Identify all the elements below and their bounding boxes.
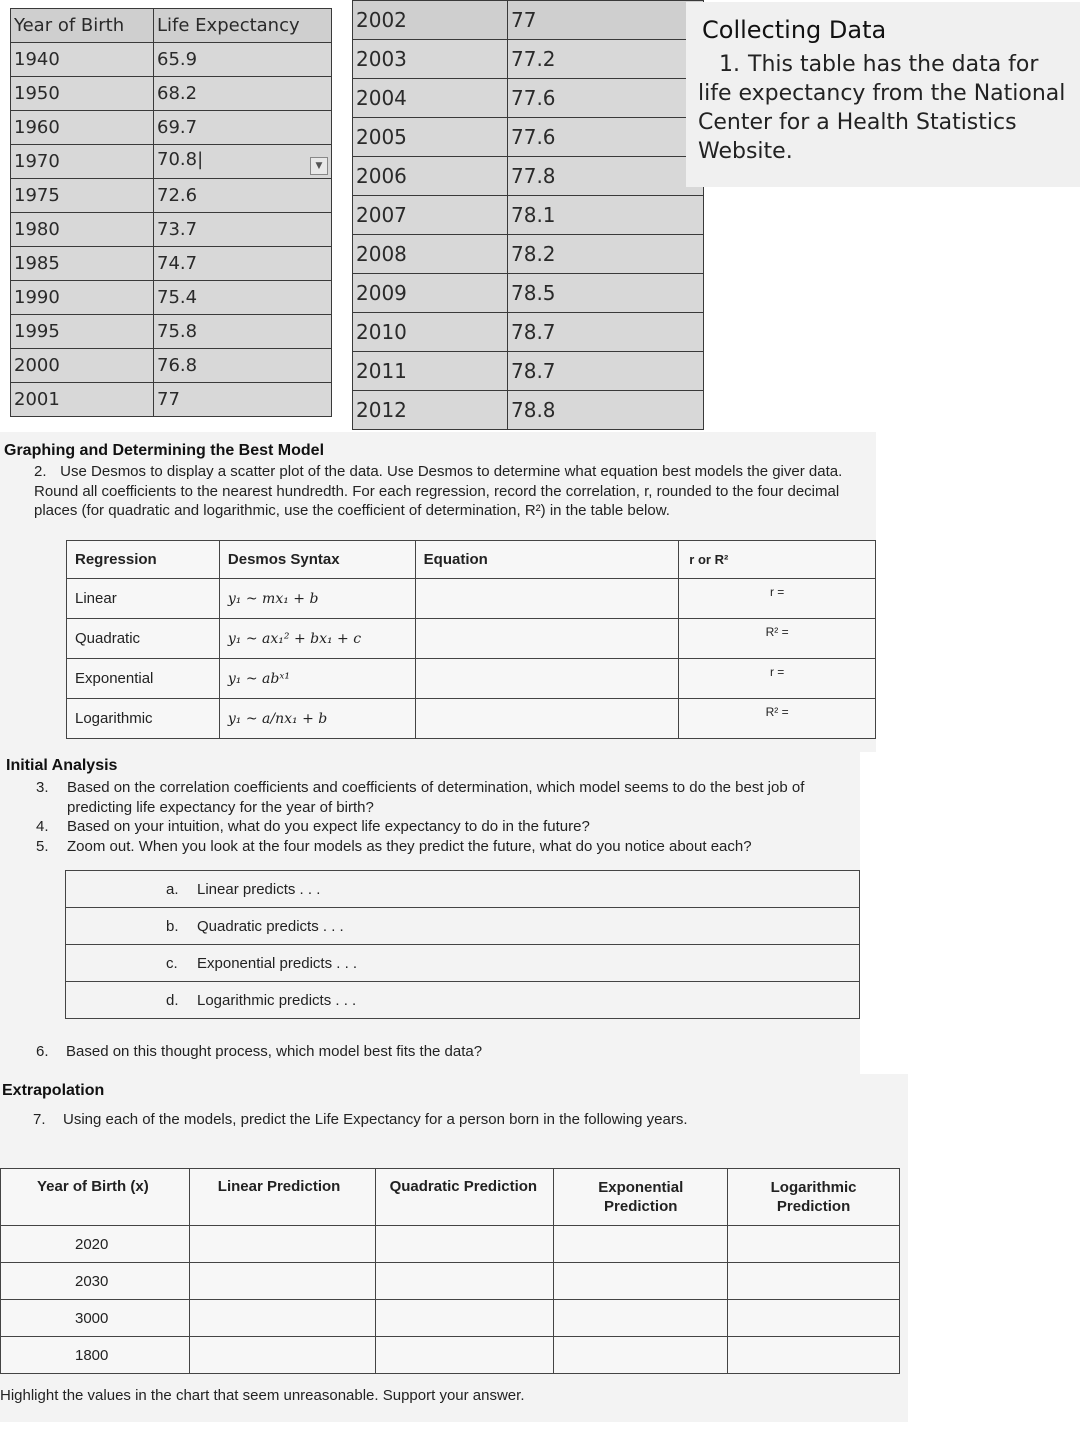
prediction-answer-cell[interactable] xyxy=(728,1226,900,1263)
year-cell: 1995 xyxy=(11,315,154,349)
regression-column-header: Desmos Syntax xyxy=(219,541,415,579)
year-cell: 3000 xyxy=(1,1300,190,1337)
table-row xyxy=(353,274,704,313)
item-letter: b. xyxy=(166,917,179,935)
regression-column-header: r or R² xyxy=(679,541,876,579)
table-row xyxy=(353,196,704,235)
life-expectancy-cell: 77.2 xyxy=(508,40,704,79)
regression-name: Logarithmic xyxy=(67,699,220,739)
table-row xyxy=(11,77,332,111)
prediction-answer-cell[interactable] xyxy=(375,1300,554,1337)
regression-row xyxy=(67,699,876,739)
life-expectancy-cell: 68.2 xyxy=(154,77,332,111)
life-expectancy-cell: 78.1 xyxy=(508,196,704,235)
prediction-answer-cell[interactable] xyxy=(189,1263,375,1300)
desmos-syntax: y₁ ~ ax₁² + bx₁ + c xyxy=(219,619,415,659)
item-letter: c. xyxy=(166,954,178,972)
prediction-answer-cell[interactable] xyxy=(728,1337,900,1374)
life-expectancy-cell: 73.7 xyxy=(154,213,332,247)
regression-row xyxy=(67,619,876,659)
year-cell: 1980 xyxy=(11,213,154,247)
analysis-questions xyxy=(36,778,858,856)
question-2: 2. Use Desmos to display a scatter plot of the data. Use Desmos to determine what equation best models the giver data. Round all coefficients to the nearest hundredth. For each regression, record the correlation, r, rounded to the four decimal places (for quadratic and logarithmic, use the coefficient of determination, R²) in the table below. xyxy=(34,463,843,519)
correlation-cell[interactable]: R² = xyxy=(679,619,876,659)
data-table-left xyxy=(10,8,332,417)
equation-answer-cell[interactable] xyxy=(415,699,679,739)
regression-name: Linear xyxy=(67,579,220,619)
year-cell: 2001 xyxy=(11,383,154,417)
regression-row xyxy=(67,579,876,619)
prediction-answer-cell[interactable] xyxy=(554,1226,728,1263)
observation-answer-cell[interactable] xyxy=(66,982,860,1019)
desmos-syntax: y₁ ~ mx₁ + b xyxy=(219,579,415,619)
analysis-question xyxy=(36,837,858,857)
prediction-answer-cell[interactable] xyxy=(375,1337,554,1374)
year-cell: 1950 xyxy=(11,77,154,111)
desmos-syntax: y₁ ~ abˣ¹ xyxy=(219,659,415,699)
observation-row xyxy=(66,871,860,908)
table-row xyxy=(353,118,704,157)
collecting-data-box xyxy=(686,2,1080,187)
year-cell: 1985 xyxy=(11,247,154,281)
prediction-column-header: Quadratic Prediction xyxy=(375,1169,554,1226)
life-expectancy-cell: 69.7 xyxy=(154,111,332,145)
equation-answer-cell[interactable] xyxy=(415,579,679,619)
year-cell: 2020 xyxy=(1,1226,190,1263)
year-cell: 2003 xyxy=(353,40,508,79)
year-cell: 2030 xyxy=(1,1263,190,1300)
extrapolation-heading: Extrapolation xyxy=(2,1082,105,1099)
year-cell: 2011 xyxy=(353,352,508,391)
year-cell: 2006 xyxy=(353,157,508,196)
prediction-answer-cell[interactable] xyxy=(554,1337,728,1374)
regression-row xyxy=(67,659,876,699)
prediction-row xyxy=(1,1337,900,1374)
column-header: Year of Birth xyxy=(11,9,154,43)
year-cell: 2005 xyxy=(353,118,508,157)
year-cell: 1970 xyxy=(11,145,154,179)
prediction-answer-cell[interactable] xyxy=(189,1226,375,1263)
life-expectancy-cell: 78.7 xyxy=(508,352,704,391)
life-expectancy-cell: 78.2 xyxy=(508,235,704,274)
prediction-column-header: Year of Birth (x) xyxy=(1,1169,190,1226)
prediction-table xyxy=(0,1168,900,1374)
life-expectancy-cell: 77 xyxy=(154,383,332,417)
table-row xyxy=(11,179,332,213)
table-row xyxy=(353,391,704,430)
table-row xyxy=(353,1,704,40)
life-expectancy-cell: 77.6 xyxy=(508,79,704,118)
life-expectancy-cell: 78.5 xyxy=(508,274,704,313)
table-row xyxy=(11,213,332,247)
prediction-answer-cell[interactable] xyxy=(728,1300,900,1337)
desmos-syntax: y₁ ~ a/nx₁ + b xyxy=(219,699,415,739)
analysis-question xyxy=(36,817,858,837)
year-cell: 1940 xyxy=(11,43,154,77)
initial-analysis-section xyxy=(0,752,860,1074)
prediction-column-header: Exponential Prediction xyxy=(554,1169,728,1226)
question-7: 7. Using each of the models, predict the Life Expectancy for a person born in the following years. xyxy=(33,1111,688,1128)
extrapolation-footer: Highlight the values in the chart that seem unreasonable. Support your answer. xyxy=(0,1387,525,1404)
observation-row xyxy=(66,908,860,945)
question-text: Based on the correlation coefficients and coefficients of determination, which model seems to do the best job of predicting life expectancy for the year of birth? xyxy=(67,779,805,816)
regression-name: Exponential xyxy=(67,659,220,699)
extrapolation-section xyxy=(0,1074,908,1422)
question-number: 5. xyxy=(36,837,49,855)
prediction-column-header: Logarithmic Prediction xyxy=(728,1169,900,1226)
year-cell: 2008 xyxy=(353,235,508,274)
regression-column-header: Equation xyxy=(415,541,679,579)
table-row xyxy=(353,157,704,196)
table-row xyxy=(353,40,704,79)
table-row xyxy=(11,349,332,383)
prediction-row xyxy=(1,1300,900,1337)
life-expectancy-cell: 76.8 xyxy=(154,349,332,383)
table-row xyxy=(11,247,332,281)
table-row xyxy=(11,111,332,145)
life-expectancy-cell: 77.8 xyxy=(508,157,704,196)
analysis-question xyxy=(36,778,858,817)
regression-table xyxy=(66,540,876,739)
year-cell: 1800 xyxy=(1,1337,190,1374)
item-text: Quadratic predicts . . . xyxy=(197,917,344,935)
table-row xyxy=(11,43,332,77)
observation-row xyxy=(66,982,860,1019)
year-cell: 2012 xyxy=(353,391,508,430)
chevron-down-icon[interactable]: ▼ xyxy=(310,157,328,175)
prediction-answer-cell[interactable] xyxy=(554,1263,728,1300)
prediction-answer-cell[interactable] xyxy=(375,1226,554,1263)
regression-header-row xyxy=(67,541,876,579)
table-row xyxy=(11,281,332,315)
year-cell: 1990 xyxy=(11,281,154,315)
life-expectancy-cell: 74.7 xyxy=(154,247,332,281)
item-text: Linear predicts . . . xyxy=(197,880,321,898)
question-text: Based on your intuition, what do you expect life expectancy to do in the future? xyxy=(67,818,590,835)
prediction-answer-cell[interactable] xyxy=(728,1263,900,1300)
life-expectancy-cell: 72.6 xyxy=(154,179,332,213)
collecting-data-title: Collecting Data xyxy=(702,16,887,44)
observation-answer-cell[interactable] xyxy=(66,871,860,908)
table-header-row xyxy=(11,9,332,43)
life-expectancy-cell: 78.7 xyxy=(508,313,704,352)
correlation-cell[interactable]: R² = xyxy=(679,699,876,739)
year-cell: 2007 xyxy=(353,196,508,235)
item-text: Exponential predicts . . . xyxy=(197,954,358,972)
column-header: Life Expectancy xyxy=(154,9,332,43)
equation-answer-cell[interactable] xyxy=(415,659,679,699)
model-observations-table xyxy=(65,870,860,1019)
table-row xyxy=(11,315,332,349)
correlation-cell[interactable]: r = xyxy=(679,659,876,699)
life-expectancy-cell: 75.8 xyxy=(154,315,332,349)
year-cell: 1975 xyxy=(11,179,154,213)
year-cell: 2004 xyxy=(353,79,508,118)
question-number: 1. xyxy=(719,52,740,77)
analysis-heading: Initial Analysis xyxy=(6,757,118,774)
year-cell: 2002 xyxy=(353,1,508,40)
prediction-answer-cell[interactable] xyxy=(554,1300,728,1337)
graphing-heading: Graphing and Determining the Best Model xyxy=(4,442,325,459)
question-number: 3. xyxy=(36,779,49,796)
regression-column-header: Regression xyxy=(67,541,220,579)
life-expectancy-cell: 77.6 xyxy=(508,118,704,157)
graphing-section xyxy=(0,432,876,752)
table-row xyxy=(353,313,704,352)
question-6: 6. Based on this thought process, which model best fits the data? xyxy=(36,1043,483,1060)
regression-name: Quadratic xyxy=(67,619,220,659)
prediction-answer-cell[interactable] xyxy=(189,1300,375,1337)
observation-answer-cell[interactable] xyxy=(66,908,860,945)
question-text: Zoom out. When you look at the four models as they predict the future, what do you notice about each? xyxy=(67,837,752,855)
data-table-right xyxy=(352,0,704,430)
year-cell: 2000 xyxy=(11,349,154,383)
item-letter: a. xyxy=(166,880,179,898)
life-expectancy-cell[interactable]: 70.8| ▼ xyxy=(154,145,332,179)
equation-answer-cell[interactable] xyxy=(415,619,679,659)
prediction-row xyxy=(1,1263,900,1300)
observation-row xyxy=(66,945,860,982)
table-row xyxy=(353,235,704,274)
question-number: 4. xyxy=(36,818,49,835)
prediction-column-header: Linear Prediction xyxy=(189,1169,375,1226)
life-expectancy-cell: 65.9 xyxy=(154,43,332,77)
item-text: Logarithmic predicts . . . xyxy=(197,991,357,1009)
table-row xyxy=(11,145,332,179)
prediction-answer-cell[interactable] xyxy=(189,1337,375,1374)
life-expectancy-cell: 75.4 xyxy=(154,281,332,315)
collecting-data-text: 1. This table has the data for life expectancy from the National Center for a Health Statistics Website. xyxy=(698,52,1066,164)
prediction-answer-cell[interactable] xyxy=(375,1263,554,1300)
observation-answer-cell[interactable] xyxy=(66,945,860,982)
life-expectancy-cell: 77 xyxy=(508,1,704,40)
year-cell: 2010 xyxy=(353,313,508,352)
table-row xyxy=(11,383,332,417)
year-cell: 2009 xyxy=(353,274,508,313)
table-row xyxy=(353,352,704,391)
correlation-cell[interactable]: r = xyxy=(679,579,876,619)
item-letter: d. xyxy=(166,991,179,1009)
life-expectancy-cell: 78.8 xyxy=(508,391,704,430)
year-cell: 1960 xyxy=(11,111,154,145)
table-row xyxy=(353,79,704,118)
prediction-row xyxy=(1,1226,900,1263)
